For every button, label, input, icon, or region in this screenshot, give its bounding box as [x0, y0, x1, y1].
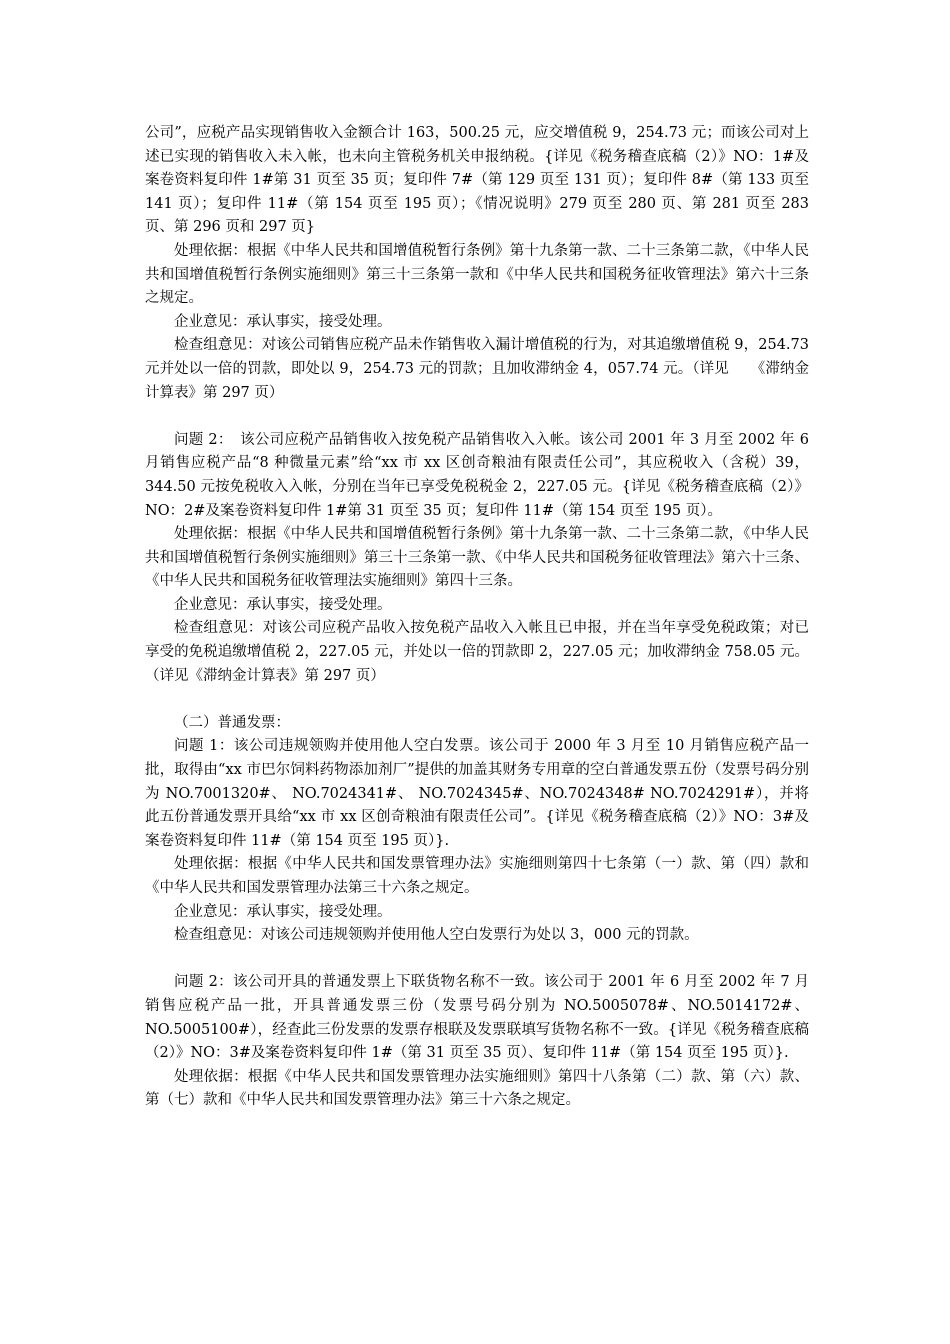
paragraph-issue-2: 问题 2： 该公司应税产品销售收入按免税产品销售收入入帐。该公司 2001 年 3 月至 2002 年 6 月销售应税产品“8 种微量元素”给“xx 市 xx 区创奇粮油有限责任公司”，其应税收入（含税）39，344.50 元按免税收入入帐，分别在当年已享受免税税金 2，227.05 元。{详见《税务稽查底稿（2）》NO：2#及案卷资料复印件 1#第 31 页至 35 页；复印件 11#（第 154 页至 195 页）。 — [145, 431, 809, 519]
section-heading-ordinary-invoice: （二）普通发票： — [174, 714, 290, 731]
paragraph-continuation: 公司”，应税产品实现销售收入金额合计 163，500.25 元，应交增值税 9，254.73 元；而该公司对上述已实现的销售收入未入帐，也未向主管税务机关申报纳税。{详见《税务稽查底稿（2）》NO：1#及案卷资料复印件 1#第 31 页至 35 页；复印件 7#（第 129 页至 131 页）；复印件 8#（第 133 页至 141 页）；复印件 11#（第 154 页至 195 页）；《情况说明》279 页至 280 页、第 281 页至 283 页、第 296 页和 297 页} — [145, 125, 809, 236]
paragraph-invoice-basis-2: 处理依据：根据《中华人民共和国发票管理办法实施细则》第四十八条第（二）款、第（六）款、第（七）款和《中华人民共和国发票管理办法》第三十六条之规定。 — [145, 1068, 809, 1109]
paragraph-company-opinion-2: 企业意见：承认事实，接受处理。 — [174, 596, 392, 613]
blank-line — [145, 948, 809, 972]
paragraph-inspection-opinion-1: 检查组意见：对该公司销售应税产品未作销售收入漏计增值税的行为，对其追缴增值税 9，254.73 元并处以一倍的罚款，即处以 9，254.73 元的罚款；且加收滞纳金 4，057.74 元。（详见 《滞纳金计算表》第 297 页） — [145, 337, 809, 401]
paragraph-inspection-opinion-2: 检查组意见：对该公司应税产品收入按免税产品收入入帐且已申报，并在当年享受免税政策；对已享受的免税追缴增值税 2，227.05 元，并处以一倍的罚款即 2，227.05 元；加收滞纳金 758.05 元。（详见《滞纳金计算表》第 297 页） — [145, 620, 809, 684]
paragraph-basis-1: 处理依据：根据《中华人民共和国增值税暂行条例》第十九条第一款、二十三条第二款，《中华人民共和国增值税暂行条例实施细则》第三十三条第一款和《中华人民共和国税务征收管理法》第六十三条之规定。 — [145, 242, 809, 307]
paragraph-invoice-inspection-opinion-1: 检查组意见：对该公司违规领购并使用他人空白发票行为处以 3，000 元的罚款。 — [174, 927, 699, 944]
blank-line — [145, 688, 809, 712]
paragraph-invoice-issue-2: 问题 2：该公司开具的普通发票上下联货物名称不一致。该公司于 2001 年 6 月至 2002 年 7 月销售应税产品一批，开具普通发票三份（发票号码分别为 NO.5005078#、NO.5014172#、NO.5005100#），经查此三份发票的发票存根联及发票联填写货物名称不一致。{详见《税务稽查底稿（2）》NO：3#及案卷资料复印件 1#（第 31 页至 35 页）、复印件 11#（第 154 页至 195 页）}. — [145, 974, 809, 1062]
document-page — [145, 122, 809, 1113]
paragraph-invoice-company-opinion-1: 企业意见：承认事实，接受处理。 — [174, 903, 392, 920]
paragraph-company-opinion-1: 企业意见：承认事实，接受处理。 — [174, 313, 392, 330]
paragraph-invoice-issue-1: 问题 1：该公司违规领购并使用他人空白发票。该公司于 2000 年 3 月至 10 月销售应税产品一批，取得由“xx 市巴尔饲料药物添加剂厂”提供的加盖其财务专用章的空白普通发票五份（发票号码分别为 NO.7001320#、 NO.7024341#、 NO.7024345#、NO.7024348# NO.7024291#），并将此五份普通发票开具给“xx 市 xx 区创奇粮油有限责任公司”。{详见《税务稽查底稿（2）》NO：3#及案卷资料复印件 11#（第 154 页至 195 页）}. — [145, 738, 809, 849]
blank-line — [145, 405, 809, 429]
paragraph-basis-2: 处理依据：根据《中华人民共和国增值税暂行条例》第十九条第一款、二十三条第二款，《中华人民共和国增值税暂行条例实施细则》第三十三条第一款、《中华人民共和国税务征收管理法》第六十三条、《中华人民共和国税务征收管理法实施细则》第四十三条。 — [145, 526, 809, 590]
paragraph-invoice-basis-1: 处理依据：根据《中华人民共和国发票管理办法》实施细则第四十七条第（一）款、第（四）款和《中华人民共和国发票管理办法第三十六条之规定。 — [145, 856, 809, 896]
